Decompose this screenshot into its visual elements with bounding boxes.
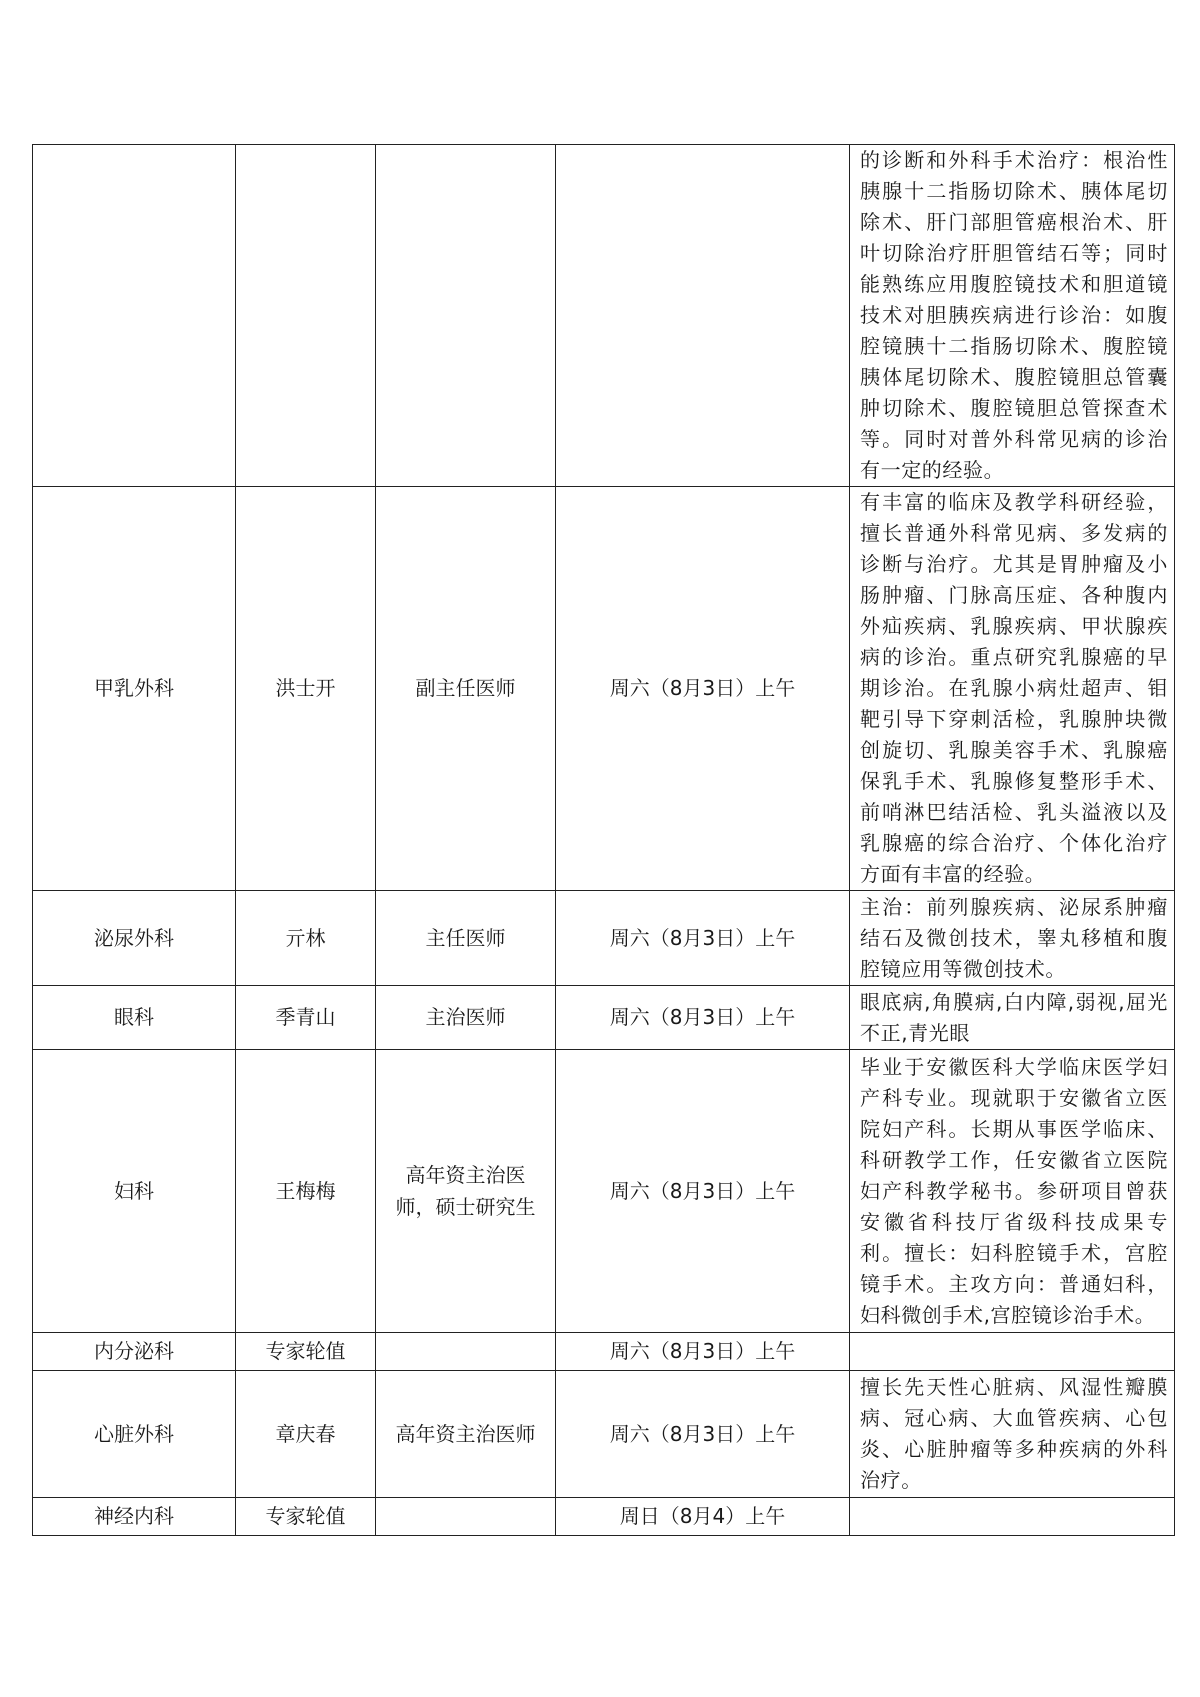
time-cell — [556, 145, 850, 487]
table-row — [33, 1333, 1175, 1371]
doctor-cell: 亓林 — [236, 891, 376, 986]
title-cell: 高年资主治医师 — [376, 1371, 556, 1498]
description-cell: 擅长先天性心脏病、风湿性瓣膜病、冠心病、大血管疾病、心包炎、心脏肿瘤等多种疾病的外科治疗。 — [850, 1371, 1175, 1498]
description-cell: 眼底病,角膜病,白内障,弱视,屈光不正,青光眼 — [850, 986, 1175, 1050]
time-cell: 周日（8月4）上午 — [556, 1498, 850, 1536]
doctor-cell — [236, 145, 376, 487]
description-cell: 毕业于安徽医科大学临床医学妇产科专业。现就职于安徽省立医院妇产科。长期从事医学临床、科研教学工作，任安徽省立医院妇产科教学秘书。参研项目曾获安徽省科技厅省级科技成果专利。擅长：妇科腔镜手术，宫腔镜手术。主攻方向：普通妇科，妇科微创手术,宫腔镜诊治手术。 — [850, 1050, 1175, 1333]
department-cell: 泌尿外科 — [33, 891, 236, 986]
doctor-cell: 季青山 — [236, 986, 376, 1050]
time-cell: 周六（8月3日）上午 — [556, 487, 850, 891]
title-cell — [376, 1333, 556, 1371]
description-cell: 的诊断和外科手术治疗：根治性胰腺十二指肠切除术、胰体尾切除术、肝门部胆管癌根治术、肝叶切除治疗肝胆管结石等；同时能熟练应用腹腔镜技术和胆道镜技术对胆胰疾病进行诊治：如腹腔镜胰十二指肠切除术、腹腔镜胰体尾切除术、腹腔镜胆总管囊肿切除术、腹腔镜胆总管探查术等。同时对普外科常见病的诊治有一定的经验。 — [850, 145, 1175, 487]
department-cell: 妇科 — [33, 1050, 236, 1333]
time-cell: 周六（8月3日）上午 — [556, 1371, 850, 1498]
description-cell — [850, 1498, 1175, 1536]
doctor-cell: 专家轮值 — [236, 1333, 376, 1371]
time-cell: 周六（8月3日）上午 — [556, 986, 850, 1050]
description-cell: 主治：前列腺疾病、泌尿系肿瘤结石及微创技术，睾丸移植和腹腔镜应用等微创技术。 — [850, 891, 1175, 986]
department-cell — [33, 145, 236, 487]
time-cell: 周六（8月3日）上午 — [556, 1333, 850, 1371]
table-row — [33, 487, 1175, 891]
table-row — [33, 1050, 1175, 1333]
department-cell: 心脏外科 — [33, 1371, 236, 1498]
description-cell — [850, 1333, 1175, 1371]
time-cell: 周六（8月3日）上午 — [556, 1050, 850, 1333]
table-row — [33, 891, 1175, 986]
title-text: 高年资主治医师，硕士研究生 — [395, 1163, 536, 1219]
title-cell — [376, 1498, 556, 1536]
description-cell: 有丰富的临床及教学科研经验，擅长普通外科常见病、多发病的诊断与治疗。尤其是胃肿瘤及小肠肿瘤、门脉高压症、各种腹内外疝疾病、乳腺疾病、甲状腺疾病的诊治。重点研究乳腺癌的早期诊治。在乳腺小病灶超声、钼靶引导下穿刺活检，乳腺肿块微创旋切、乳腺美容手术、乳腺癌保乳手术、乳腺修复整形手术、前哨淋巴结活检、乳头溢液以及乳腺癌的综合治疗、个体化治疗方面有丰富的经验。 — [850, 487, 1175, 891]
table-row — [33, 1371, 1175, 1498]
doctor-cell: 王梅梅 — [236, 1050, 376, 1333]
department-cell: 甲乳外科 — [33, 487, 236, 891]
doctor-cell: 专家轮值 — [236, 1498, 376, 1536]
doctor-cell: 洪士开 — [236, 487, 376, 891]
time-cell: 周六（8月3日）上午 — [556, 891, 850, 986]
title-cell: 主任医师 — [376, 891, 556, 986]
table-row — [33, 145, 1175, 487]
title-cell: 副主任医师 — [376, 487, 556, 891]
doctor-cell: 章庆春 — [236, 1371, 376, 1498]
department-cell: 内分泌科 — [33, 1333, 236, 1371]
department-cell: 眼科 — [33, 986, 236, 1050]
title-cell — [376, 1050, 556, 1333]
title-cell — [376, 145, 556, 487]
table-row — [33, 1498, 1175, 1536]
doctor-schedule-table — [32, 144, 1175, 1536]
title-cell: 主治医师 — [376, 986, 556, 1050]
department-cell: 神经内科 — [33, 1498, 236, 1536]
table-row — [33, 986, 1175, 1050]
